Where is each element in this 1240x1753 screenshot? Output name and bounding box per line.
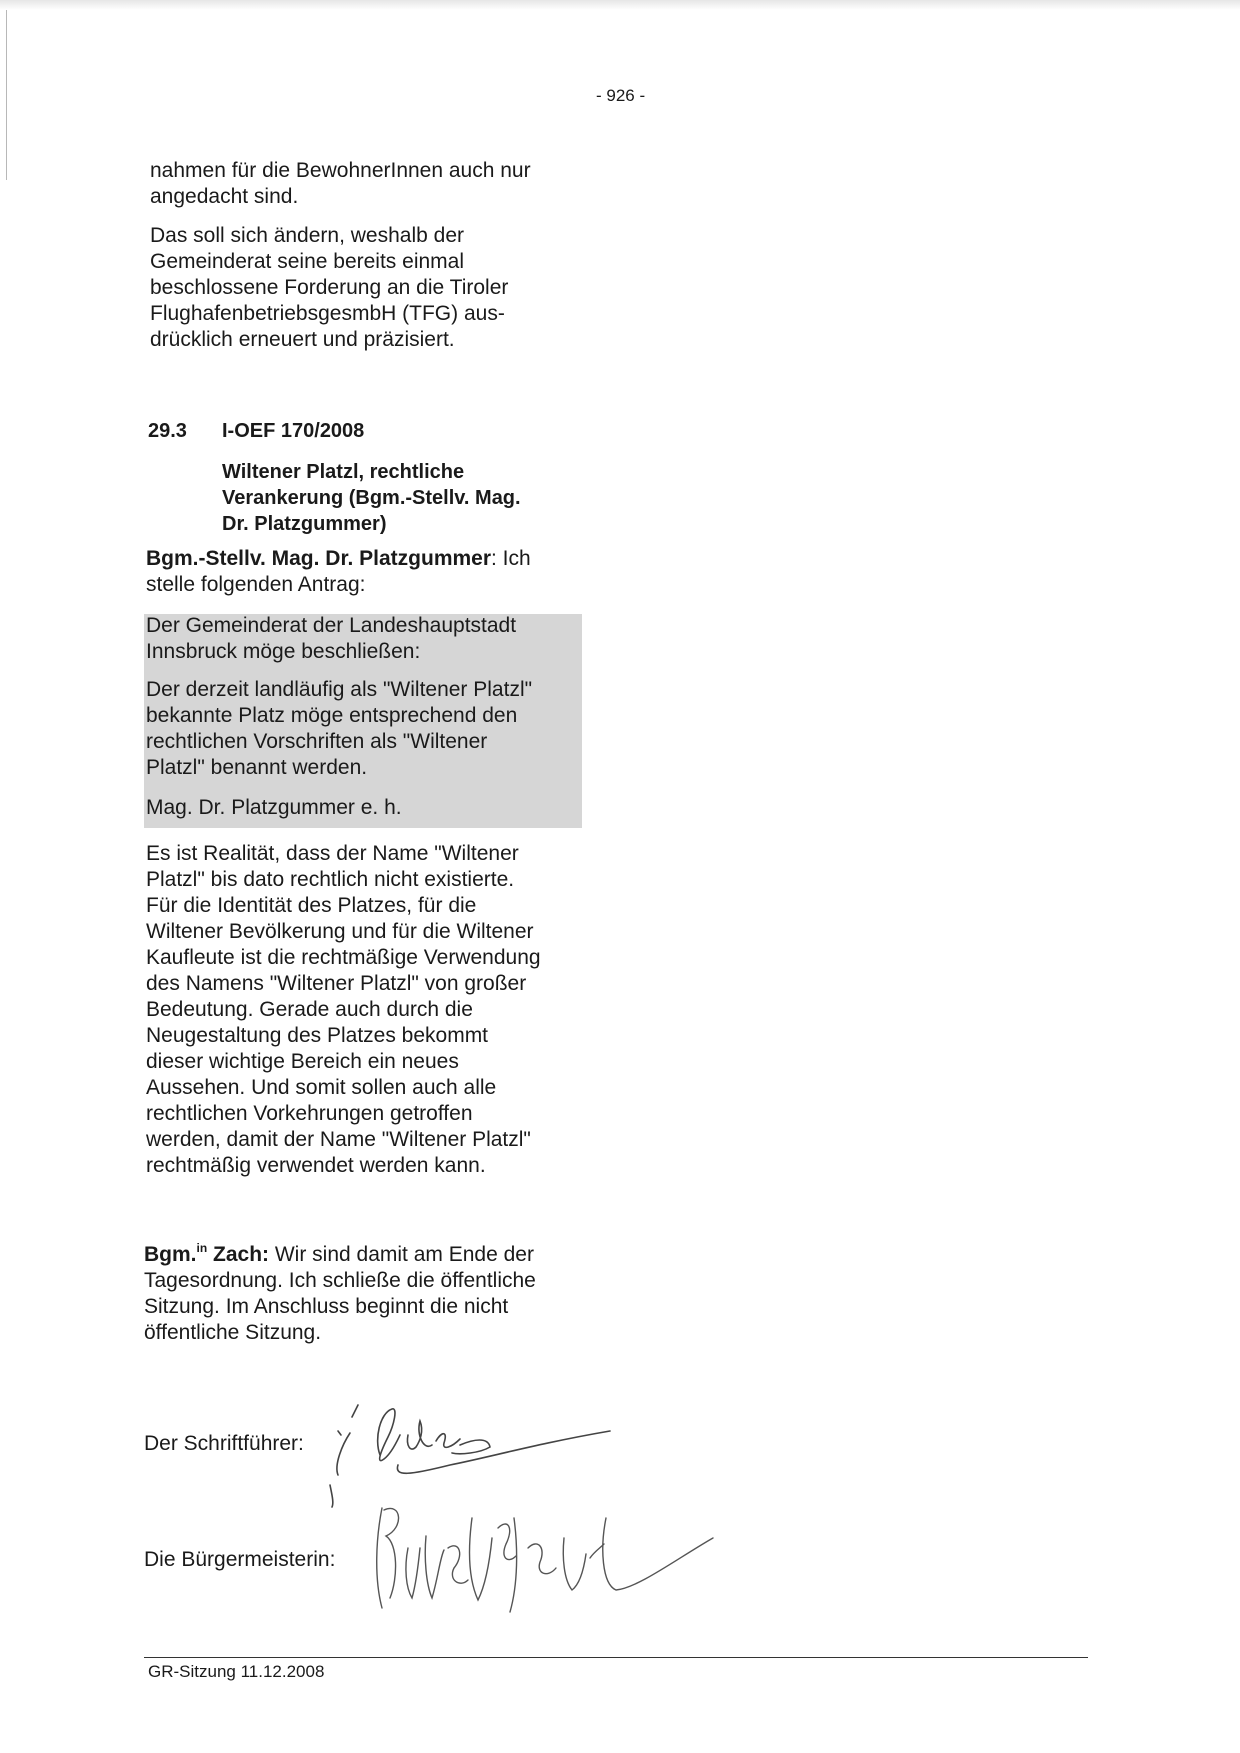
mayor-label: Die Bürgermeisterin: [144, 1548, 336, 1571]
speech-text-line1: : Ich [491, 547, 531, 570]
agenda-item-code: I-OEF 170/2008 [222, 420, 365, 442]
motion-paragraph-2: Der derzeit landläufig als "Wiltener Platzl" bekannte Platz möge entsprechend den rechtlichen Vorschriften als "Wiltener Platzl" benannt werden. [146, 678, 533, 779]
scan-edge-left [6, 10, 7, 180]
speech-text-line2: stelle folgenden Antrag: [146, 573, 366, 596]
intro-paragraph-2: Das soll sich ändern, weshalb der Gemeinderat seine bereits einmal beschlossene Forderung an die Tiroler FlughafenbetriebsgesmbH (TFG) aus- drücklich erneuert und präzisiert. [150, 224, 509, 351]
mayor-signature [368, 1488, 718, 1618]
intro-paragraph-1: nahmen für die BewohnerInnen auch nur angedacht sind. [150, 159, 531, 208]
motion-signature: Mag. Dr. Platzgummer e. h. [146, 796, 402, 819]
footer-rule [144, 1657, 1088, 1658]
speaker-name: Bgm.-Stellv. Mag. Dr. Platzgummer [146, 547, 492, 570]
scan-edge-top [0, 0, 1240, 10]
agenda-item-title: Wiltener Platzl, rechtliche Verankerung (Bgm.-Stellv. Mag. Dr. Platzgummer) [222, 461, 521, 535]
speech-intro [146, 546, 531, 598]
closing-statement: Bgm.$^{in}$ Zach: Wir sind damit am Ende der Tagesordnung. Ich schließe die öffentliche Sitzung. Im Anschluss beginnt die nicht öffentliche Sitzung. [144, 1241, 536, 1344]
secretary-label: Der Schriftführer: [144, 1432, 304, 1455]
motion-paragraph-1: Der Gemeinderat der Landeshauptstadt Innsbruck möge beschließen: [146, 614, 517, 663]
page-number: - 926 - [596, 86, 646, 105]
footer-text: GR-Sitzung 11.12.2008 [148, 1662, 325, 1681]
justification-paragraph: Es ist Realität, dass der Name "Wiltener Platzl" bis dato rechtlich nicht existierte. Für die Identität des Platzes, für die Wiltener Bevölkerung und für die Wiltener Kaufleute ist die rechtmäßige Verwendung des Namens "Wiltener Platzl" von großer Bedeutung. Gerade auch durch die Neugestaltung des Platzes bekommt dieser wichtige Bereich ein neues Aussehen. Und somit sollen auch alle rechtlichen Vorkehrungen getroffen werden, damit der Name "Wiltener Platzl" rechtmäßig verwendet werden kann. [146, 842, 541, 1177]
agenda-item-number: 29.3 [148, 420, 187, 442]
closing-speaker: Bgm.$^{in}$ Zach: [144, 1241, 270, 1266]
